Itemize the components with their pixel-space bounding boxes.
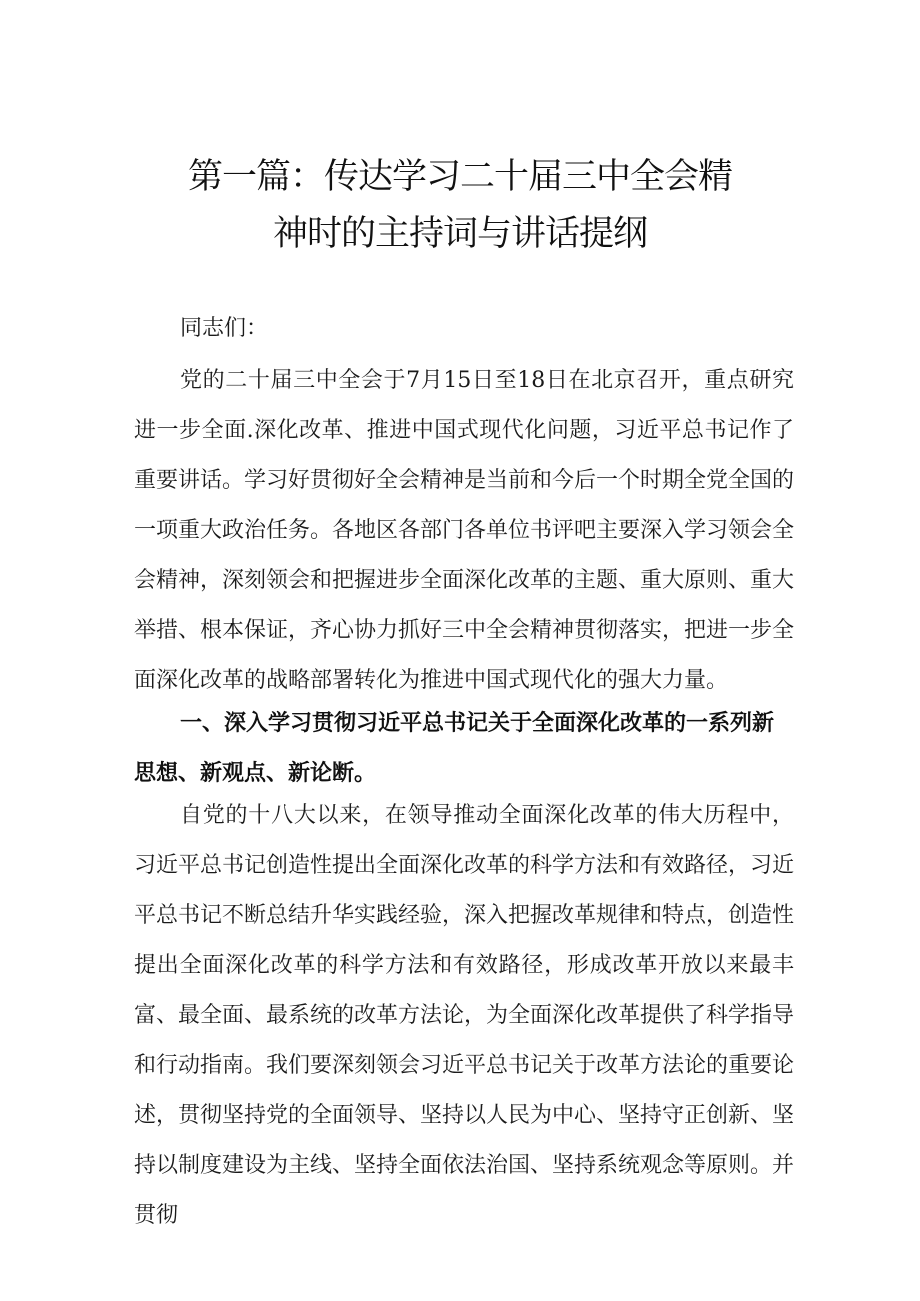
document-title-line-2: 神时的主持词与讲话提纲	[272, 214, 647, 254]
paragraph-intro: 党的二十届三中全会于7月15日至18日在北京召开，重点研究进一步全面.深化改革、推进中国式现代化问题，习近平总书记作了重要讲话。学习好贯彻好全会精神是当前和今后一个时期全党全国的一项重大政治任务。各地区各部门各单位书评吧主要深入学习领会全会精神，深刻领会和把握进步全面深化改革的主题、重大原则、重大举措、根本保证，齐心协力抓好三中全会精神贯彻落实，把进一步全面深化改革的战略部署转化为推进中国式现代化的强大力量。	[134, 368, 795, 693]
document-title-line-1: 第一篇：传达学习二十届三中全会精	[187, 157, 732, 197]
paragraph-section-1: 自党的十八大以来，在领导推动全面深化改革的伟大历程中，习近平总书记创造性提出全面深化改革的科学方法和有效路径，习近平总书记不断总结升华实践经验，深入把握改革规律和特点，创造性提出全面深化改革的科学方法和有效路径，形成改革开放以来最丰富、最全面、最系统的改革方法论，为全面深化改革提供了科学指导和行动指南。我们要深刻领会习近平总书记关于改革方法论的重要论述，贯彻坚持党的全面领导、坚持以人民为中心、坚持守正创新、坚持以制度建设为主线、坚持全面依法治国、坚持系统观念等原则。并贯彻	[134, 803, 795, 1228]
section-heading-1: 一、深入学习贯彻习近平总书记关于全面深化改革的一系列新思想、新观点、新论断。	[134, 711, 775, 786]
salutation: 同志们：	[180, 316, 269, 341]
